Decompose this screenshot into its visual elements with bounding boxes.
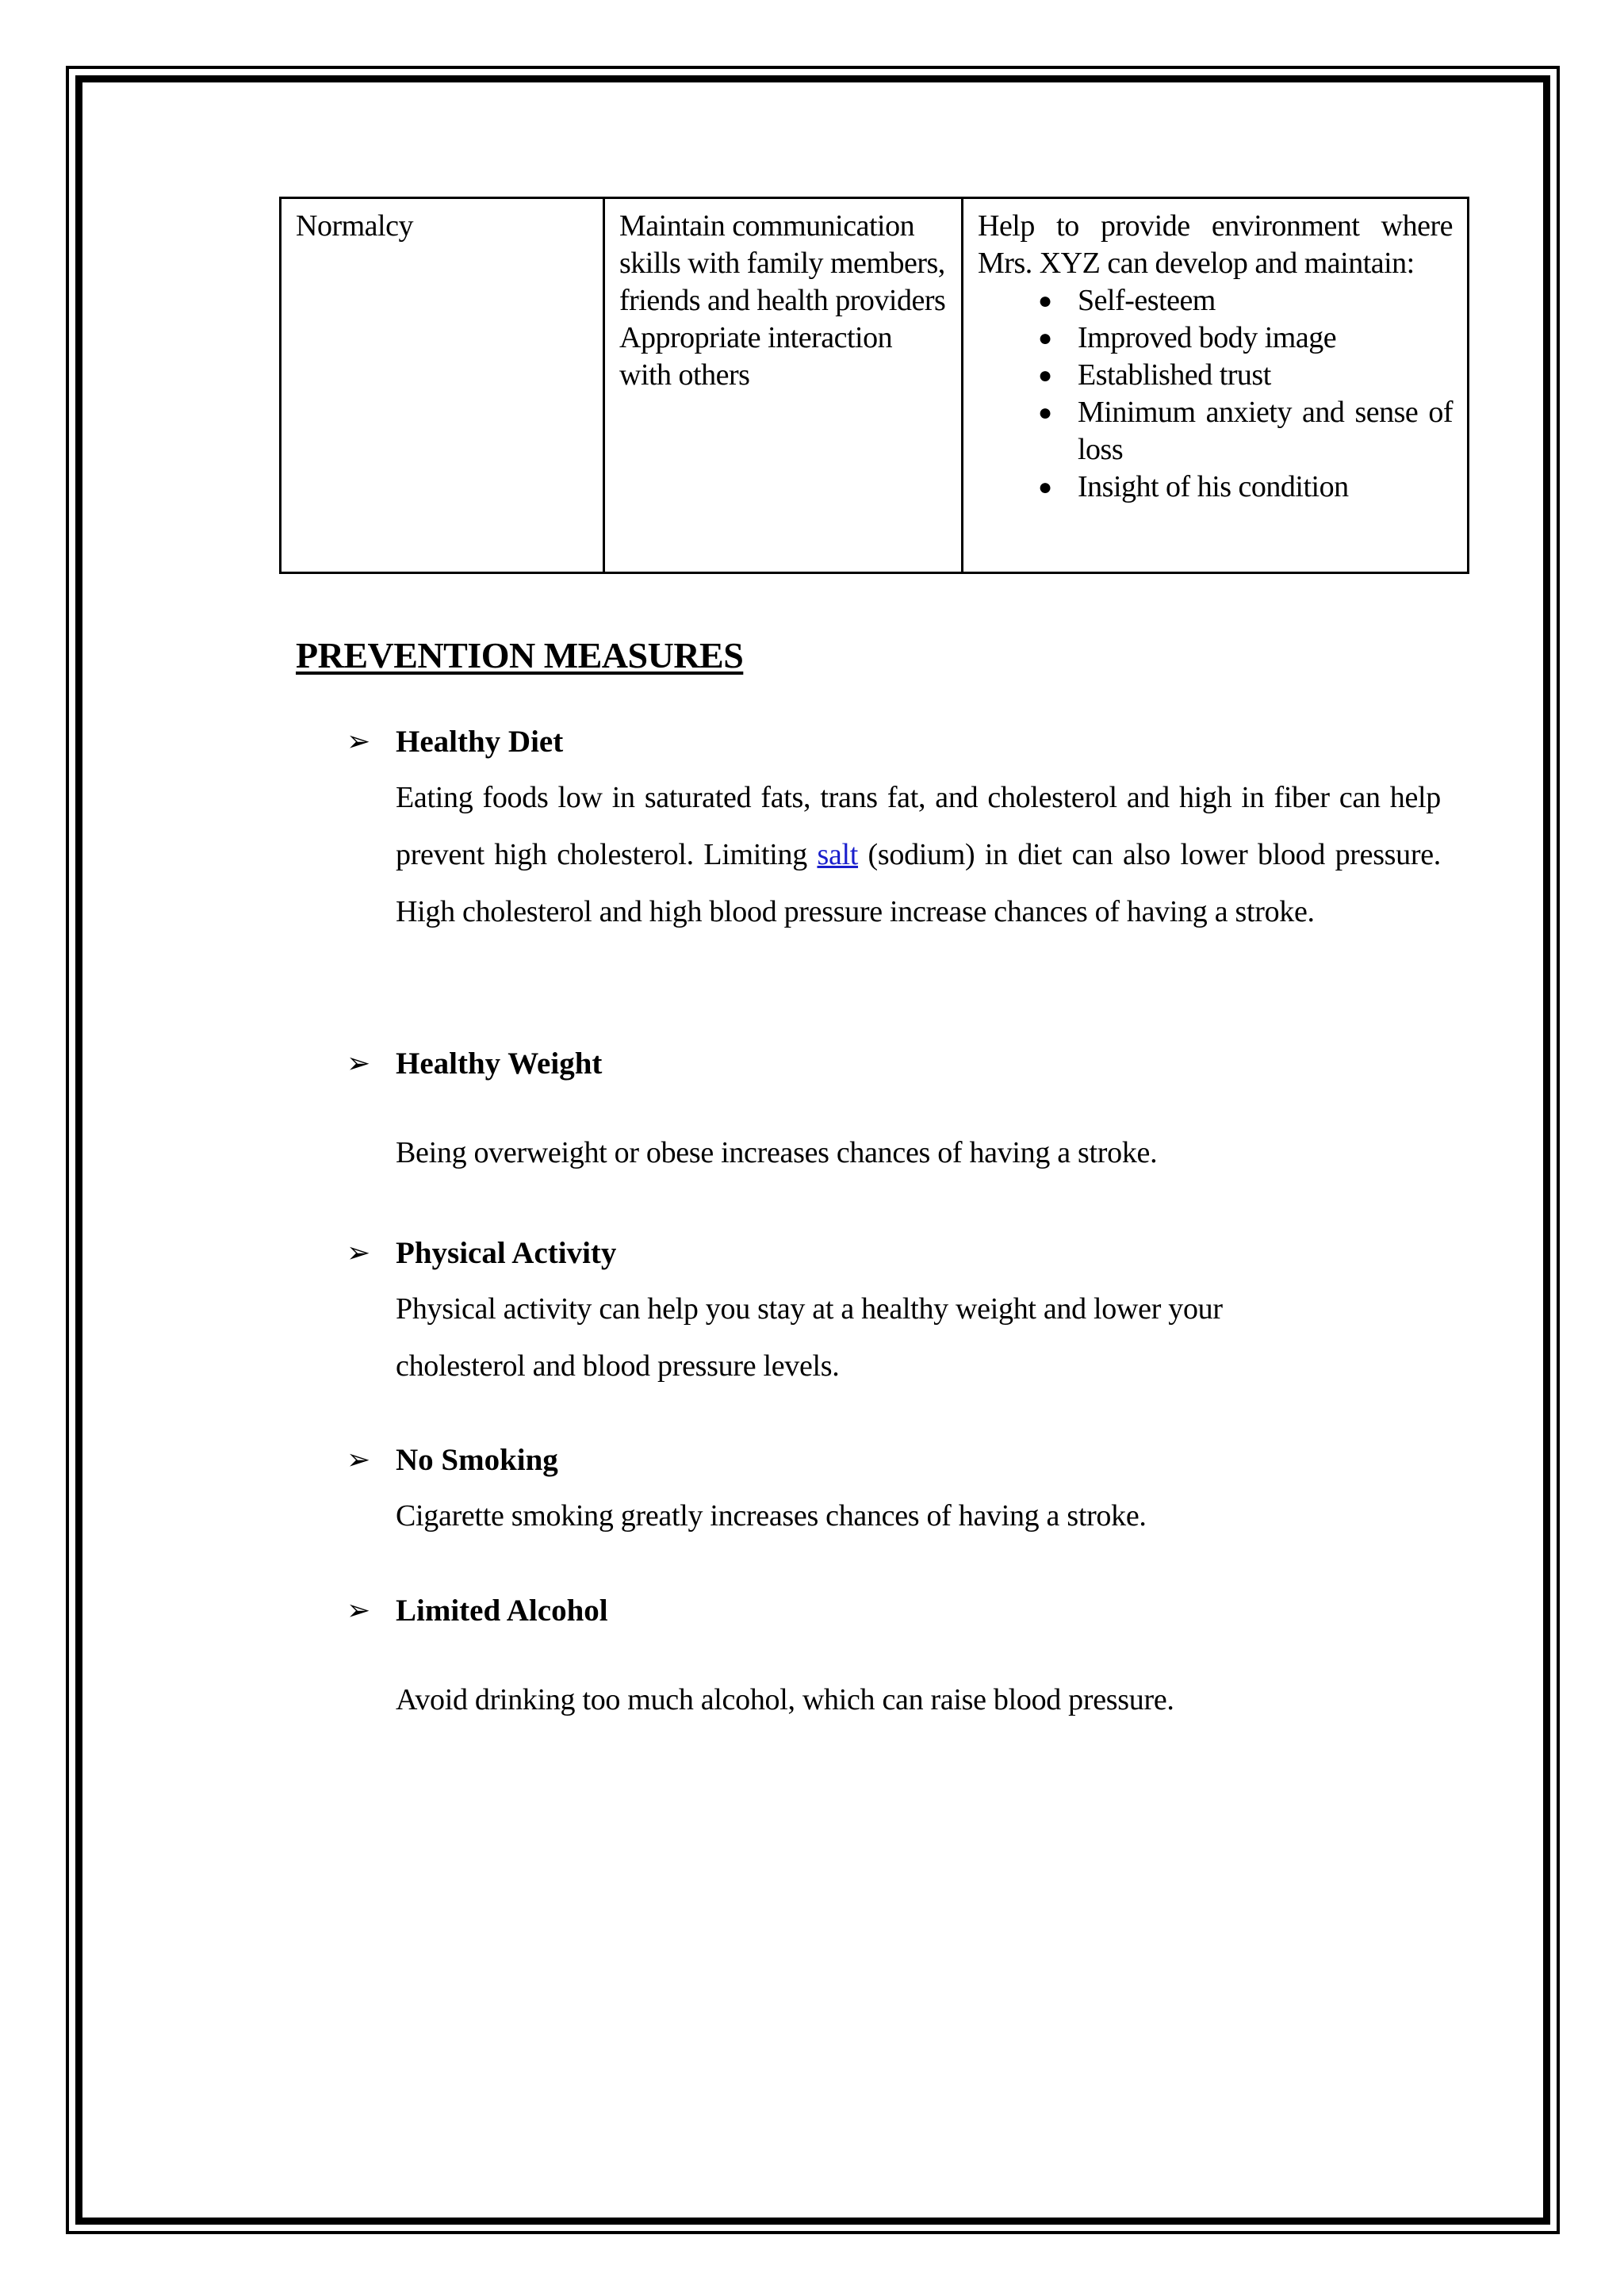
- salt-link[interactable]: salt: [817, 838, 859, 871]
- list-item-text: Minimum anxiety and sense of loss: [1078, 396, 1453, 466]
- list-item-text: Established trust: [1078, 358, 1271, 392]
- measure-heading: [347, 1234, 1441, 1272]
- measure-heading: [347, 1441, 1441, 1479]
- list-item-text: Improved body image: [1078, 321, 1337, 354]
- measure-heading: [347, 1045, 1441, 1083]
- bullet-icon: ●: [1038, 400, 1052, 426]
- measure-body: Avoid drinking too much alcohol, which can raise blood pressure.: [396, 1683, 1174, 1716]
- list-item: [978, 320, 1453, 357]
- goal-text: Maintain communication skills with family members, friends and health providers Appropriate interaction with others: [619, 209, 946, 392]
- measure-physical-activity: [347, 1234, 1441, 1395]
- measure-heading: [347, 723, 1441, 761]
- measure-no-smoking: [347, 1441, 1441, 1544]
- measure-heading-text: Physical Activity: [396, 1236, 617, 1270]
- measure-body-text: (sodium) in diet can also lower blood pressure. High cholesterol and high blood pressure increase chances of having a stroke.: [396, 838, 1441, 928]
- arrow-bullet-icon: ➢: [347, 1594, 371, 1627]
- list-item: [978, 282, 1453, 320]
- intervention-intro: Help to provide environment where Mrs. XYZ can develop and maintain:: [978, 209, 1453, 280]
- list-item: [978, 469, 1453, 506]
- bullet-icon: ●: [1038, 474, 1052, 500]
- table-row: [281, 198, 1469, 573]
- measure-heading-text: Limited Alcohol: [396, 1594, 608, 1628]
- bullet-icon: ●: [1038, 325, 1052, 351]
- measure-body: Physical activity can help you stay at a healthy weight and lower your cholesterol and blood pressure levels.: [396, 1292, 1223, 1383]
- list-item: [978, 394, 1453, 469]
- measure-heading-text: Healthy Weight: [396, 1047, 603, 1081]
- need-label: Normalcy: [296, 209, 413, 243]
- measure-heading: [347, 1592, 1441, 1630]
- measure-heading-text: No Smoking: [396, 1443, 558, 1477]
- measure-body-text: Eating foods low in saturated fats, trans fat, and cholesterol and high in fiber can help prevent high cholesterol. Limiting: [396, 781, 1441, 871]
- list-item-text: Self-esteem: [1078, 284, 1216, 317]
- measure-healthy-diet: [347, 723, 1441, 940]
- table-cell-intervention: [963, 198, 1469, 573]
- bullet-icon: ●: [1038, 362, 1052, 388]
- arrow-bullet-icon: ➢: [347, 1444, 371, 1476]
- measure-limited-alcohol: [347, 1592, 1441, 1728]
- section-title: PREVENTION MEASURES: [296, 635, 744, 675]
- arrow-bullet-icon: ➢: [347, 1047, 371, 1080]
- arrow-bullet-icon: ➢: [347, 725, 371, 758]
- table-cell-goal: [604, 198, 963, 573]
- measure-healthy-weight: [347, 1045, 1441, 1181]
- bullet-icon: ●: [1038, 288, 1052, 314]
- list-item-text: Insight of his condition: [1078, 470, 1349, 503]
- measure-body: Cigarette smoking greatly increases chances of having a stroke.: [396, 1499, 1147, 1533]
- measure-body: [347, 769, 1441, 940]
- arrow-bullet-icon: ➢: [347, 1237, 371, 1269]
- intervention-list: [978, 282, 1453, 506]
- measure-body: Being overweight or obese increases chances of having a stroke.: [396, 1136, 1158, 1169]
- table-cell-need: [281, 198, 604, 573]
- measure-heading-text: Healthy Diet: [396, 725, 564, 759]
- care-plan-table: [279, 197, 1469, 574]
- list-item: [978, 357, 1453, 394]
